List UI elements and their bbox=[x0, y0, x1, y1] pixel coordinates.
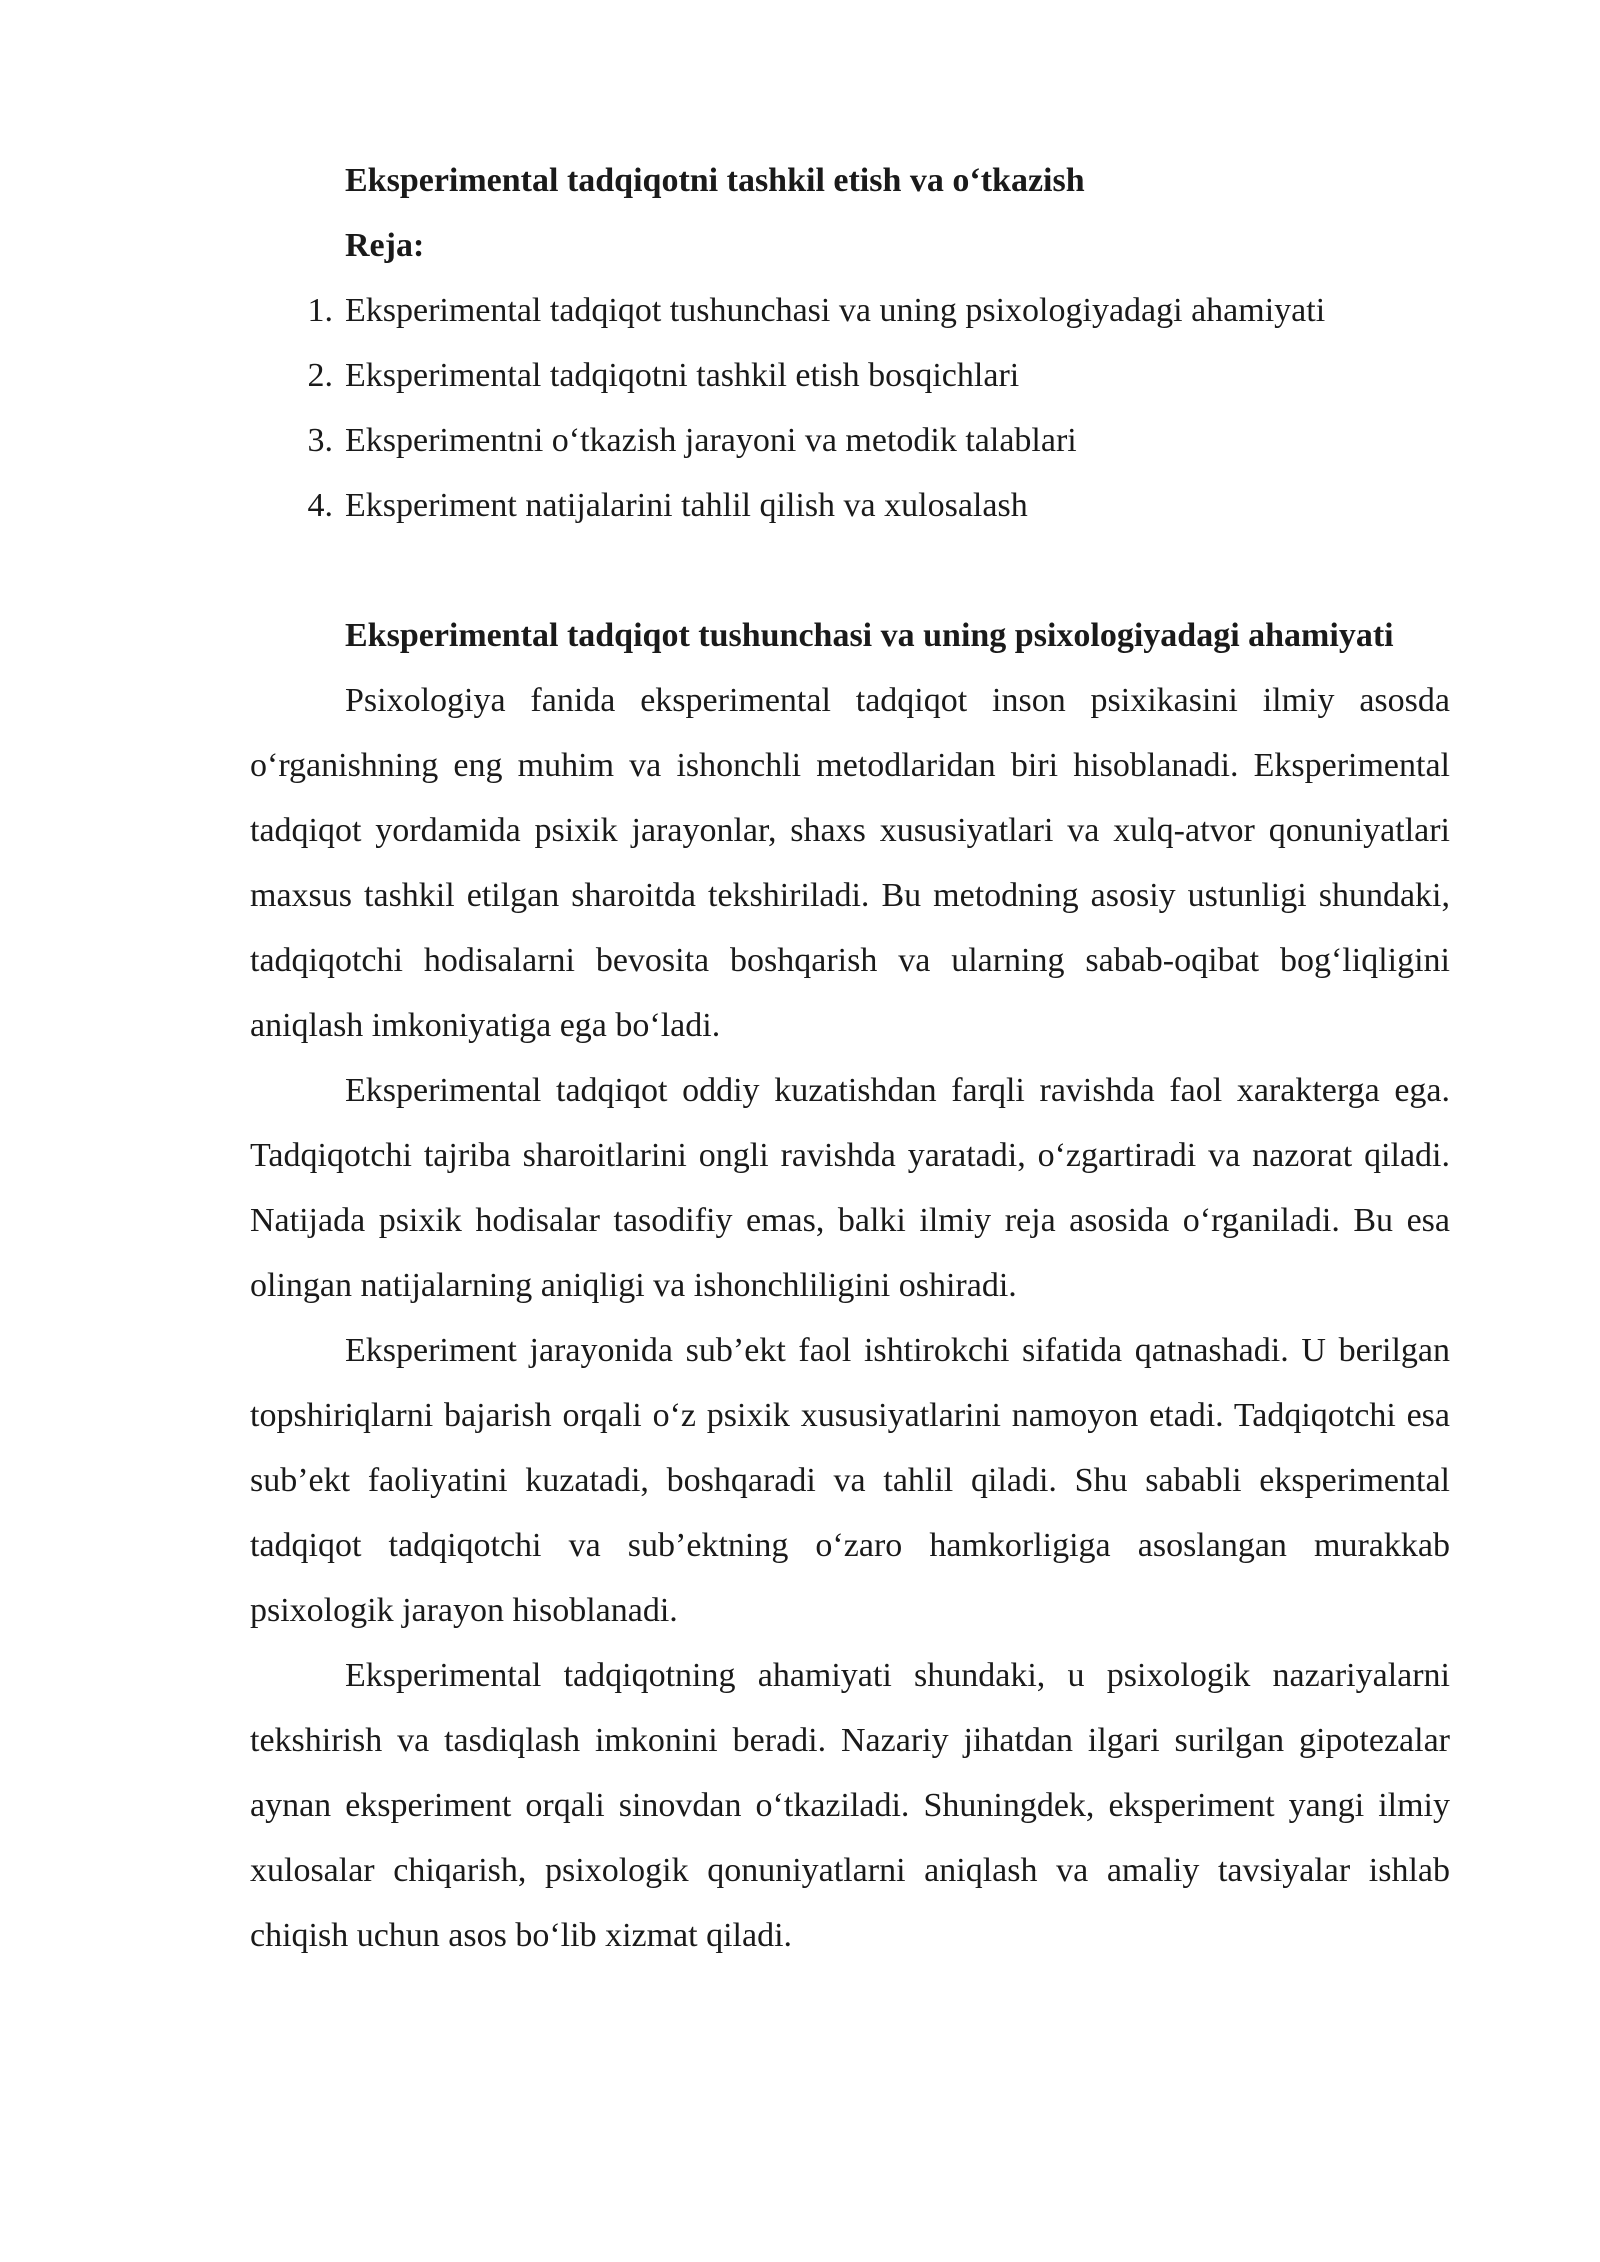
plan-item bbox=[250, 473, 1450, 538]
plan-list bbox=[250, 278, 1450, 538]
section-heading: Eksperimental tadqiqot tushunchasi va uning psixologiyadagi ahamiyati bbox=[345, 617, 1394, 654]
body-paragraph: Eksperimental tadqiqotning ahamiyati shundaki, u psixologik nazariyalarni tekshirish va tasdiqlash imkonini beradi. Nazariy jihatdan ilgari surilgan gipotezalar aynan eksperiment orqali sinovdan o‘tkaziladi. Shuningdek, eksperiment yangi ilmiy xulosalar chiqarish, psixologik qonuniyatlarni aniqlash va amaliy tavsiyalar ishlab chiqish uchun asos bo‘lib xizmat qiladi. bbox=[250, 1657, 1450, 1954]
plan-item-number: 1. bbox=[307, 292, 333, 329]
plan-label: Reja: bbox=[345, 227, 425, 264]
plan-item bbox=[250, 278, 1450, 343]
plan-item-number: 2. bbox=[307, 357, 333, 394]
plan-item-number: 4. bbox=[307, 487, 333, 524]
plan-item-text: Eksperimental tadqiqotni tashkil etish bosqichlari bbox=[345, 357, 1020, 394]
plan-item bbox=[250, 408, 1450, 473]
plan-item-text: Eksperimental tadqiqot tushunchasi va uning psixologiyadagi ahamiyati bbox=[345, 292, 1326, 329]
body-paragraph: Eksperiment jarayonida sub’ekt faol ishtirokchi sifatida qatnashadi. U berilgan topshiriqlarni bajarish orqali o‘z psixik xususiyatlarini namoyon etadi. Tadqiqotchi esa sub’ekt faoliyatini kuzatadi, boshqaradi va tahlil qiladi. Shu sababli eksperimental tadqiqot tadqiqotchi va sub’ektning o‘zaro hamkorligiga asoslangan murakkab psixologik jarayon hisoblanadi. bbox=[250, 1332, 1450, 1629]
body-paragraph: Psixologiya fanida eksperimental tadqiqot inson psixikasini ilmiy asosda o‘rganishning eng muhim va ishonchli metodlaridan biri hisoblanadi. Eksperimental tadqiqot yordamida psixik jarayonlar, shaxs xususiyatlari va xulq-atvor qonuniyatlari maxsus tashkil etilgan sharoitda tekshiriladi. Bu metodning asosiy ustunligi shundaki, tadqiqotchi hodisalarni bevosita boshqarish va ularning sabab-oqibat bog‘liqligini aniqlash imkoniyatiga ega bo‘ladi. bbox=[250, 682, 1450, 1044]
spacer bbox=[250, 538, 1450, 603]
body-paragraph: Eksperimental tadqiqot oddiy kuzatishdan farqli ravishda faol xarakterga ega. Tadqiqotchi tajriba sharoitlarini ongli ravishda yaratadi, o‘zgartiradi va nazorat qiladi. Natijada psixik hodisalar tasodifiy emas, balki ilmiy reja asosida o‘rganiladi. Bu esa olingan natijalarning aniqligi va ishonchliligini oshiradi. bbox=[250, 1072, 1450, 1304]
plan-item-text: Eksperiment natijalarini tahlil qilish va xulosalash bbox=[345, 487, 1028, 524]
plan-item-text: Eksperimentni o‘tkazish jarayoni va metodik talablari bbox=[345, 422, 1077, 459]
plan-item bbox=[250, 343, 1450, 408]
document-title: Eksperimental tadqiqotni tashkil etish va o‘tkazish bbox=[345, 162, 1085, 199]
plan-item-number: 3. bbox=[307, 422, 333, 459]
document-page bbox=[250, 148, 1450, 1968]
